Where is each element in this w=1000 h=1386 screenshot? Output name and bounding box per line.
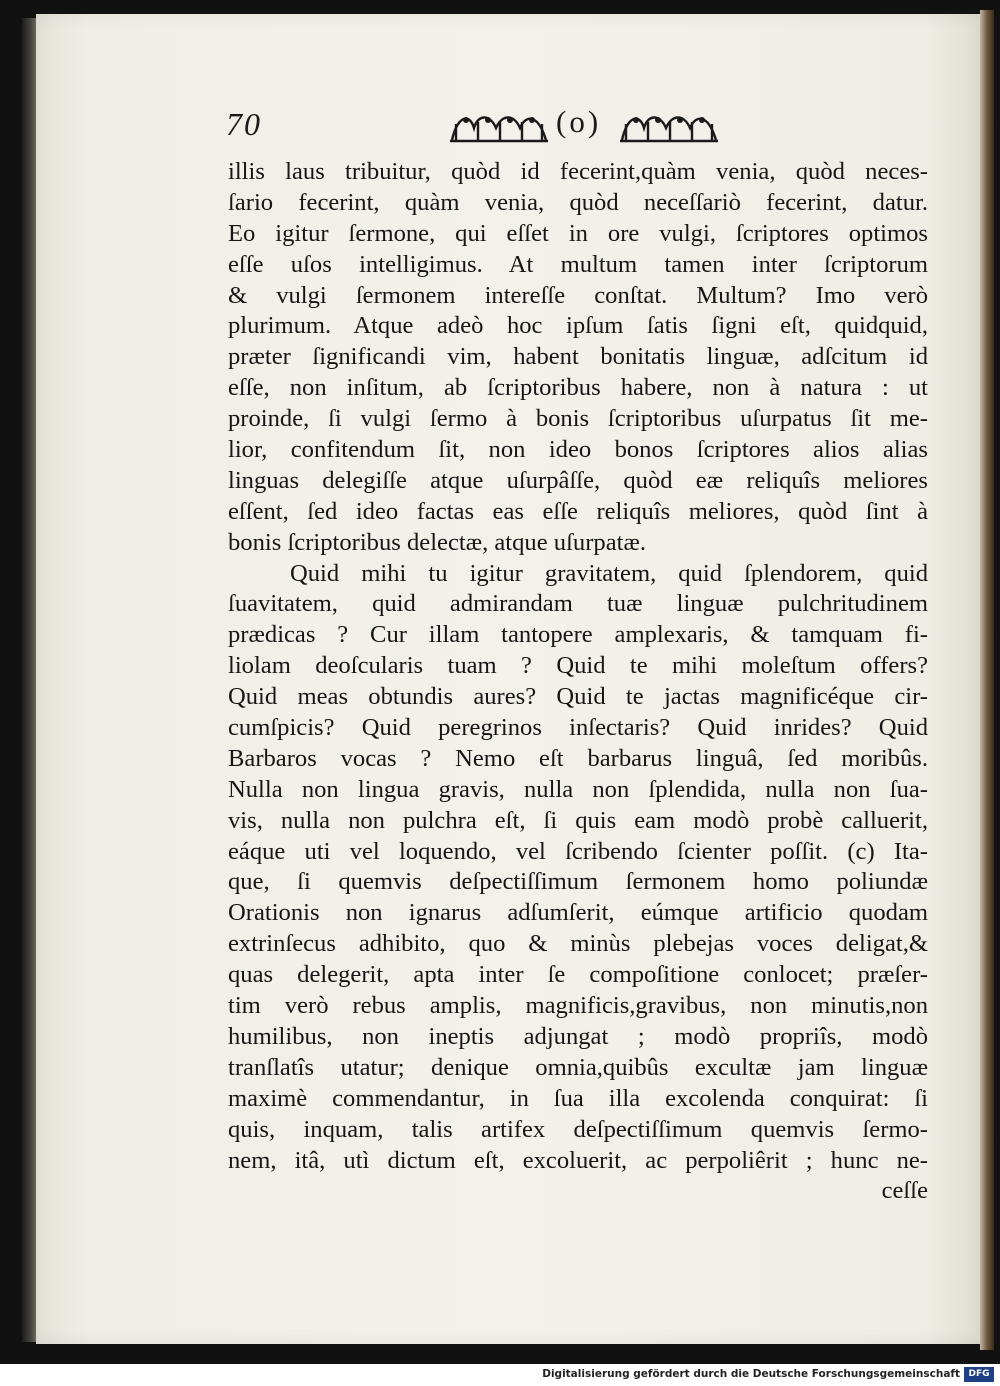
dfg-logo: DFG bbox=[964, 1367, 994, 1382]
text-line: eáque uti vel loquendo, vel ſcribendo ſcienter poſſit. (c) Ita- bbox=[228, 837, 928, 865]
right-ornament-icon bbox=[618, 110, 720, 144]
digitization-footer bbox=[0, 1364, 1000, 1386]
signature-mark: (o) bbox=[556, 104, 602, 139]
text-line: tim verò rebus amplis, magnificis,gravibus, non minutis,non bbox=[228, 992, 928, 1020]
text-line: bonis ſcriptoribus delectæ, atque uſurpatæ. bbox=[228, 528, 647, 556]
text-line: plurimum. Atque adeò hoc ipſum ſatis ſigni eſt, quidquid, bbox=[228, 312, 928, 340]
text-line: nem, itâ, utì dictum eſt, excoluerit, ac perpoliêrit ; hunc ne- bbox=[228, 1146, 928, 1174]
text-line: maximè commendantur, in ſua illa excolenda conquirat: ſi bbox=[228, 1084, 928, 1112]
text-line: quis, inquam, talis artifex deſpectiſſimum quemvis ſermo- bbox=[228, 1115, 928, 1143]
text-line: illis laus tribuitur, quòd id fecerint,quàm venia, quòd neces- bbox=[228, 158, 928, 185]
text-line: Barbaros vocas ? Nemo eſt barbarus linguâ, ſed moribûs. bbox=[228, 744, 928, 772]
text-line: quas delegerit, apta inter ſe compoſitione conlocet; præſer- bbox=[228, 961, 928, 989]
text-line: ſario fecerint, quàm venia, quòd neceſſariò fecerint, datur. bbox=[228, 188, 928, 216]
body-text bbox=[228, 157, 928, 1207]
text-line: extrinſecus adhibito, quo & minùs plebejas voces deligat,& bbox=[228, 930, 928, 958]
text-line: humilibus, non ineptis adjungat ; modò propriîs, modò bbox=[228, 1022, 928, 1050]
text-line: liolam deoſcularis tuam ? Quid te mihi moleſtum offers? bbox=[228, 652, 928, 680]
left-ornament-icon bbox=[448, 110, 550, 144]
book-cover-edge bbox=[980, 10, 994, 1350]
text-line: eſſe, non inſitum, ab ſcriptoribus habere, non à natura : ut bbox=[228, 374, 928, 402]
text-line: tranſlatîs utatur; denique omnia,quibûs excultæ jam linguæ bbox=[228, 1053, 928, 1081]
paragraph-start-line: Quid mihi tu igitur gravitatem, quid ſplendorem, quid bbox=[290, 559, 928, 587]
text-line: Orationis non ignarus adſumſerit, eúmque artificio quodam bbox=[228, 899, 928, 927]
page-header bbox=[226, 102, 926, 152]
text-line: ſuavitatem, quid admirandam tuæ linguæ pulchritudinem bbox=[228, 590, 928, 618]
text-line: Nulla non lingua gravis, nulla non ſplendida, nulla non ſua- bbox=[228, 775, 928, 803]
text-line: prædicas ? Cur illam tantopere amplexaris, & tamquam fi- bbox=[228, 621, 928, 649]
text-line: eſſe uſos intelligimus. At multum tamen inter ſcriptorum bbox=[228, 250, 928, 278]
text-line: linguas delegiſſe atque uſurpâſſe, quòd eæ reliquîs meliores bbox=[228, 466, 928, 494]
text-line: cumſpicis? Quid peregrinos inſectaris? Quid inrides? Quid bbox=[228, 714, 928, 742]
text-line: Quid meas obtundis aures? Quid te jactas magnificéque cir- bbox=[228, 683, 928, 711]
text-line: vis, nulla non pulchra eſt, ſi quis eam modò probè calluerit, bbox=[228, 806, 928, 834]
text-line: eſſent, ſed ideo factas eas eſſe reliquîs meliores, quòd ſint à bbox=[228, 497, 928, 525]
text-line: & vulgi ſermonem intereſſe conſtat. Multum? Imo verò bbox=[228, 281, 928, 309]
text-line: Eo igitur ſermone, qui eſſet in ore vulgi, ſcriptores optimos bbox=[228, 219, 928, 247]
text-line: que, ſi quemvis deſpectiſſimum ſermonem homo poliundæ bbox=[228, 868, 928, 896]
text-line: lior, confitendum ſit, non ideo bonos ſcriptores alios alias bbox=[228, 436, 928, 464]
catchword: ceſſe bbox=[881, 1177, 928, 1205]
text-line: proinde, ſi vulgi ſermo à bonis ſcriptoribus uſurpatus ſit me- bbox=[228, 405, 928, 433]
page-number: 70 bbox=[226, 106, 262, 142]
text-line: præter ſignificandi vim, habent bonitatis linguæ, adſcitum id bbox=[228, 343, 928, 371]
funding-credit: Digitalisierung gefördert durch die Deutsche Forschungsgemeinschaft bbox=[542, 1368, 960, 1380]
